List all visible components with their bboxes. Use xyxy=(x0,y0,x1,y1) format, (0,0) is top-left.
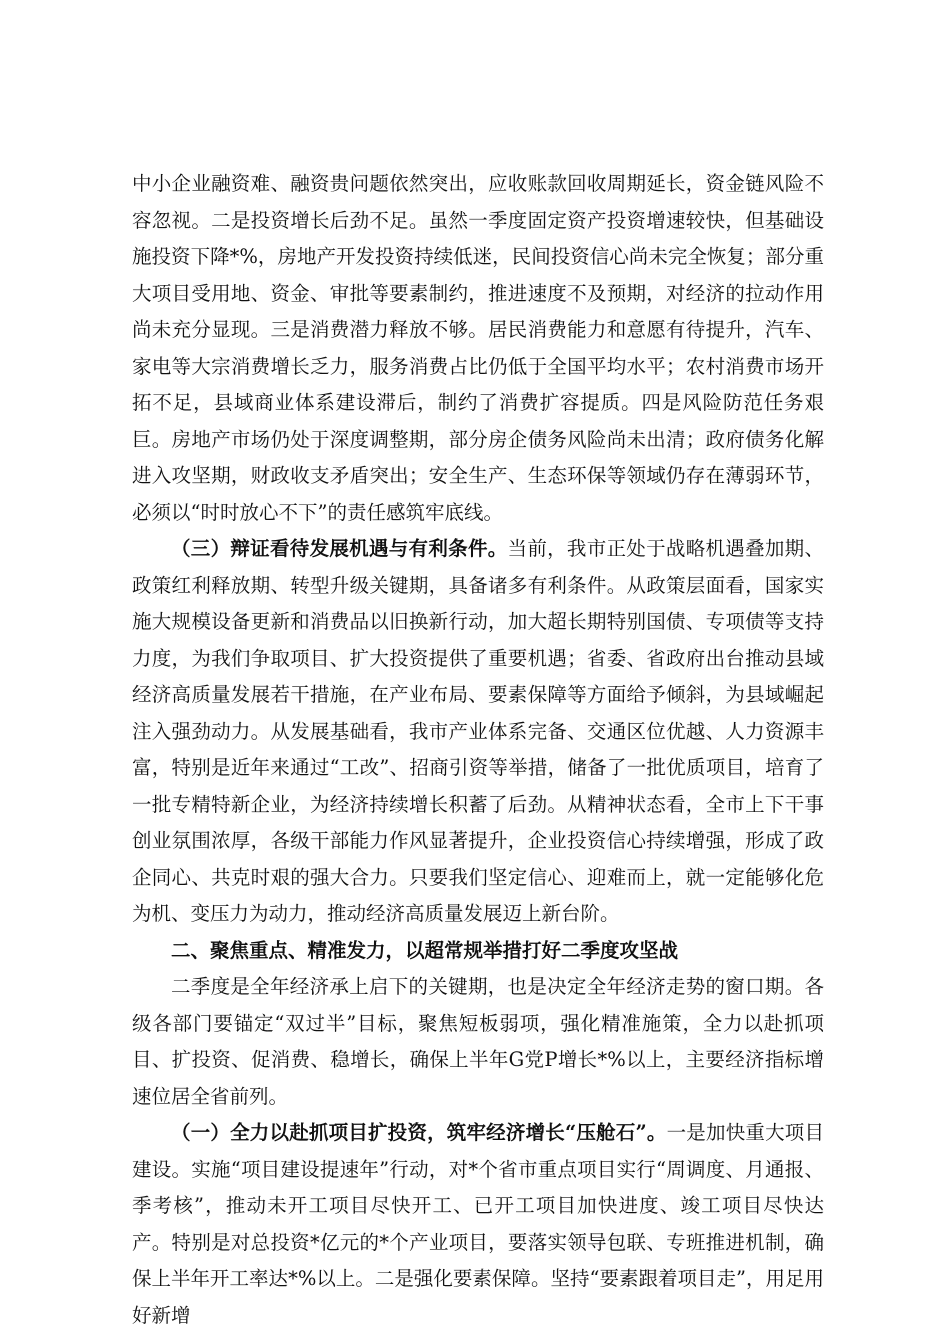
paragraph-opportunities-body: 当前，我市正处于战略机遇叠加期、政策红利释放期、转型升级关键期，具备诸多有利条件。从政策层面看，国家实施大规模设备更新和消费品以旧换新行动，加大超长期特别国债、专项债等支持力度，为我们争取项目、扩大投资提供了重要机遇；省委、省政府出台推动县域经济高质量发展若干措施，在产业布局、要素保障等方面给予倾斜，为县域崛起注入强劲动力。从发展基础看，我市产业体系完备、交通区位优越、人力资源丰富，特别是近年来通过“工改”、招商引资等举措，储备了一批优质项目，培育了一批专精特新企业，为经济持续增长积蓄了后劲。从精神状态看，全市上下干事创业氛围浓厚，各级干部能力作风显著提升，企业投资信心持续增强，形成了政企同心、共克时艰的强大合力。只要我们坚定信心、迎难而上，就一定能够化危为机、变压力为动力，推动经济高质量发展迈上新台阶。 xyxy=(132,537,824,925)
paragraph-projects-heading: （一）全力以赴抓项目扩投资，筑牢经济增长“压舱石”。 xyxy=(171,1121,667,1144)
paragraph-q2-goal: 二季度是全年经济承上启下的关键期，也是决定全年经济走势的窗口期。各级各部门要锚定“双过半”目标，聚焦短板弱项，强化精准施策，全力以赴抓项目、扩投资、促消费、稳增长，确保上半年G党P增长*%以上，主要经济指标增速位居全省前列。 xyxy=(132,975,824,1108)
paragraph-opportunities-heading: （三）辩证看待发展机遇与有利条件。 xyxy=(171,537,508,560)
paragraph-projects xyxy=(132,1115,824,1334)
paragraph-projects-body: 一是加快重大项目建设。实施“项目建设提速年”行动，对*个省市重点项目实行“周调度、月通报、季考核”，推动未开工项目尽快开工、已开工项目加快进度、竣工项目尽快达产。特别是对总投资*亿元的*个产业项目，要落实领导包联、专班推进机制，确保上半年开工率达*%以上。二是强化要素保障。坚持“要素跟着项目走”，用足用好新增 xyxy=(132,1121,824,1327)
section-heading-2: 二、聚焦重点、精准发力，以超常规举措打好二季度攻坚战 xyxy=(171,938,679,962)
document-page xyxy=(132,166,824,1334)
paragraph-risks: 中小企业融资难、融资贵问题依然突出，应收账款回收周期延长，资金链风险不容忽视。二是投资增长后劲不足。虽然一季度固定资产投资增速较快，但基础设施投资下降*%，房地产开发投资持续低迷，民间投资信心尚未完全恢复；部分重大项目受用地、资金、审批等要素制约，推进速度不及预期，对经济的拉动作用尚未充分显现。三是消费潜力释放不够。居民消费能力和意愿有待提升，汽车、家电等大宗消费增长乏力，服务消费占比仍低于全国平均水平；农村消费市场开拓不足，县域商业体系建设滞后，制约了消费扩容提质。四是风险防范任务艰巨。房地产市场仍处于深度调整期，部分房企债务风险尚未出清；政府债务化解进入攻坚期，财政收支矛盾突出；安全生产、生态环保等领域仍存在薄弱环节，必须以“时时放心不下”的责任感筑牢底线。 xyxy=(132,172,824,524)
paragraph-opportunities xyxy=(132,531,824,933)
